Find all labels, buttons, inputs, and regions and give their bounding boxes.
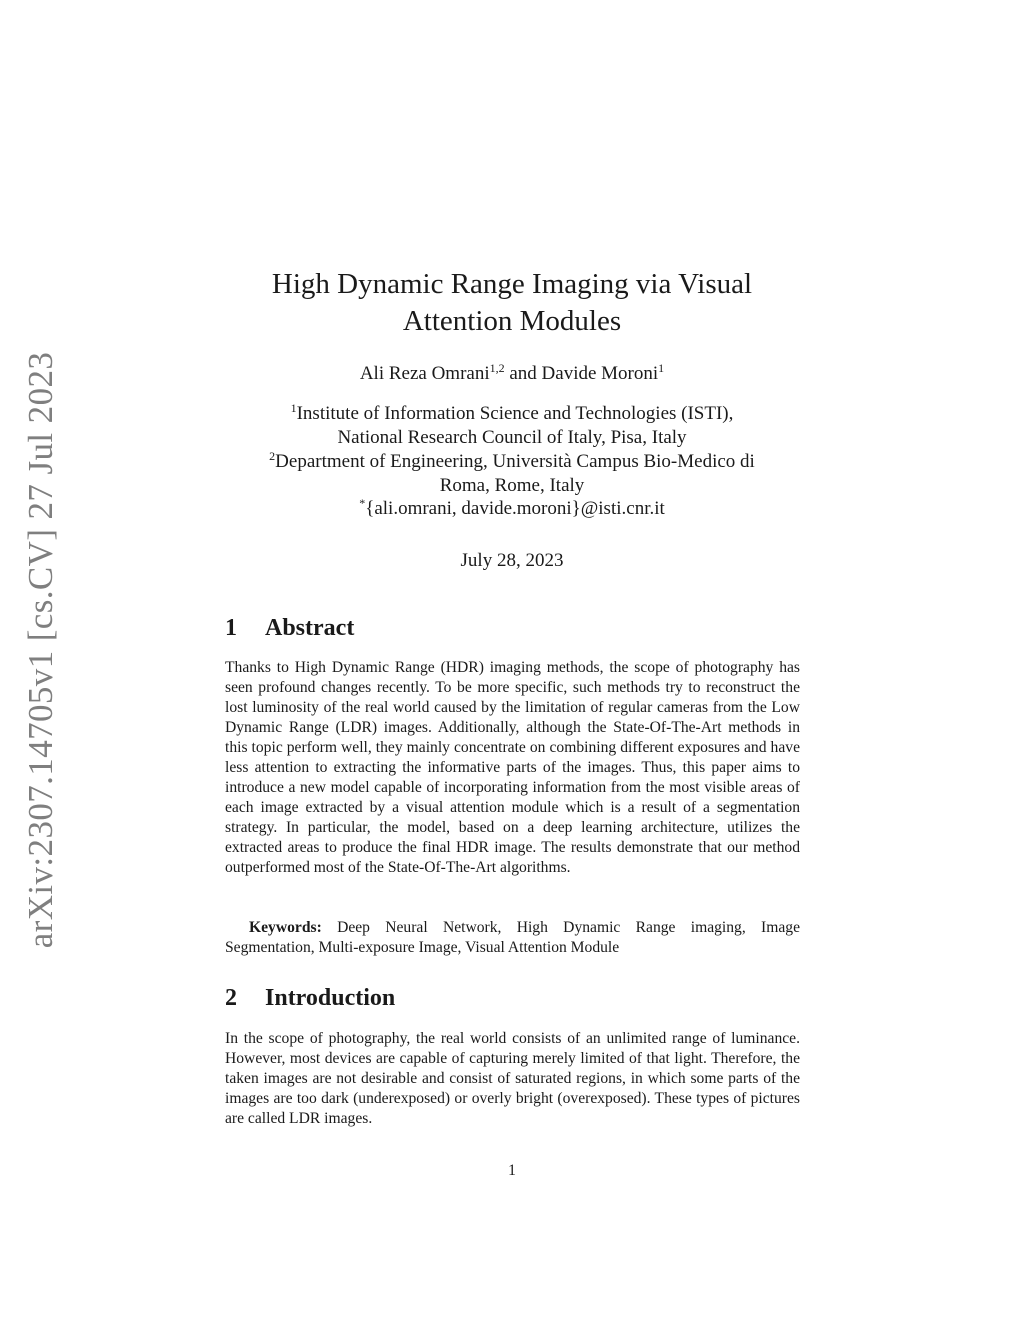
author-connector: and [504,363,542,384]
page-number: 1 [508,1162,516,1179]
introduction-section-title: Introduction [265,985,396,1011]
title-line-1: High Dynamic Range Imaging via Visual [271,268,753,300]
affiliation-2-line-2: Roma, Rome, Italy [439,475,585,496]
author-1-name: Ali Reza Omrani [359,363,490,384]
affiliation-1-line-2: National Research Council of Italy, Pisa, Italy [337,427,687,448]
introduction-section-number: 2 [225,985,237,1011]
keywords-label: Keywords: [249,919,322,936]
abstract-heading [225,615,354,642]
affiliation-1-mark: 1 [290,401,297,415]
email-mark: * [359,496,366,510]
keywords-text: Deep Neural Network, High Dynamic Range imaging, Image Segmentation, Multi-exposure Image, Visual Attention Module [225,919,800,956]
email-text: {ali.omrani, davide.moroni}@isti.cnr.it [365,498,665,519]
author-2-name: Davide Moroni [541,363,659,384]
affiliation-1-text: Institute of Information Science and Technologies (ISTI), [296,403,734,424]
keywords-paragraph [225,918,800,958]
title-line-2: Attention Modules [402,305,622,337]
abstract-section-number: 1 [225,615,237,641]
abstract-body: Thanks to High Dynamic Range (HDR) imaging methods, the scope of photography has seen profound changes recently. To be more specific, such methods try to reconstruct the lost luminosity of the real world caused by the limitation of regular cameras from the Low Dynamic Range (LDR) images. Additionally, although the State-Of-The-Art methods in this topic perform well, they mainly concentrate on combining different exposures and have less attention to extracting the informative parts of the images. Thus, this paper aims to introduce a new model capable of incorporating information from the most visible areas of each image extracted by a visual attention module which is a result of a segmentation strategy. In particular, the model, based on a deep learning architecture, utilizes the extracted areas to produce the final HDR image. The results demonstrate that our method outperformed most of the State-Of-The-Art algorithms. [225,659,800,876]
paper-title [212,266,812,340]
author-emails [212,497,812,521]
author-2-affiliation-mark: 1 [658,361,665,375]
arxiv-side-stamp: arXiv:2307.14705v1 [cs.CV] 27 Jul 2023 [21,351,60,949]
author-list [212,362,812,386]
affiliation-1-line-1 [212,402,812,426]
paper-date: July 28, 2023 [460,550,564,571]
abstract-section-title: Abstract [265,615,355,641]
author-1-affiliation-mark: 1,2 [489,361,505,375]
introduction-body: In the scope of photography, the real world consists of an unlimited range of luminance. However, most devices are capable of capturing merely limited of that light. Therefore, the taken images are not desirable and consist of saturated regions, in which some parts of the images are too dark (underexposed) or overly bright (overexposed). These types of pictures are called LDR images. [225,1030,800,1127]
affiliation-2-text: Department of Engineering, Università Campus Bio-Medico di [275,451,755,472]
affiliation-2-line-1 [212,450,812,474]
introduction-heading [225,985,395,1012]
affiliation-2-mark: 2 [269,449,276,463]
